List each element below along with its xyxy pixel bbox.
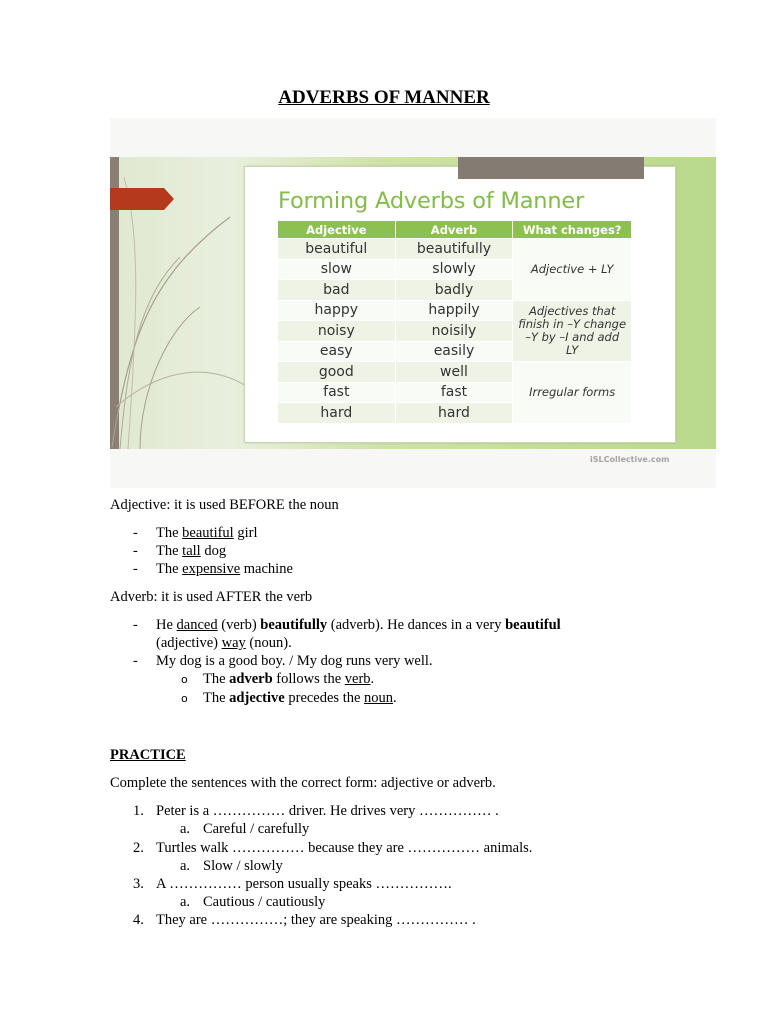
option-letter: a. — [180, 858, 191, 874]
list-item: The tall dog — [156, 543, 227, 559]
list-item: My dog is a good boy. / My dog runs very well. — [156, 653, 433, 669]
adjective-cell: beautiful — [278, 239, 396, 260]
circle-bullet-icon: o — [181, 673, 188, 686]
practice-heading: PRACTICE — [110, 747, 186, 763]
adjective-cell: bad — [278, 280, 396, 301]
list-item-continued: (adjective) way (noun). — [156, 635, 292, 651]
exercise-sentence: Turtles walk …………… because they are …………… animals. — [156, 840, 533, 856]
adjective-cell: noisy — [278, 321, 396, 342]
adverbs-slide-image — [110, 118, 716, 488]
adjective-cell: easy — [278, 341, 396, 362]
adjective-cell: good — [278, 362, 396, 383]
practice-instruction: Complete the sentences with the correct form: adjective or adverb. — [110, 775, 496, 791]
adjective-heading: Adjective: it is used BEFORE the noun — [110, 497, 339, 513]
exercise-sentence: Peter is a …………… driver. He drives very …………… . — [156, 803, 499, 819]
table-row — [278, 239, 632, 260]
list-item: He danced (verb) beautifully (adverb). He dances in a very beautiful — [156, 617, 561, 633]
table-row — [278, 362, 632, 383]
exercise-number: 3. — [133, 876, 144, 892]
adverb-cell: happily — [395, 300, 513, 321]
list-item: The expensive machine — [156, 561, 293, 577]
list-item: The beautiful girl — [156, 525, 258, 541]
table-header-what-changes: What changes? — [513, 221, 632, 239]
rule-cell: Adjectives that finish in –Y change –Y by –I and add LY — [513, 300, 632, 362]
adverb-heading: Adverb: it is used AFTER the verb — [110, 589, 313, 605]
adjective-cell: hard — [278, 403, 396, 424]
option-letter: a. — [180, 894, 191, 910]
option-letter: a. — [180, 821, 191, 837]
adjective-cell: slow — [278, 259, 396, 280]
rule-cell: Adjective + LY — [513, 239, 632, 301]
watermark: iSLCollective.com — [590, 455, 670, 464]
exercise-options: Slow / slowly — [203, 858, 283, 874]
rule-cell: Irregular forms — [513, 362, 632, 424]
slide-top-bar — [458, 157, 644, 179]
adverb-cell: slowly — [395, 259, 513, 280]
adjective-cell: fast — [278, 382, 396, 403]
adverb-table — [277, 220, 632, 424]
exercise-number: 2. — [133, 840, 144, 856]
adverb-cell: badly — [395, 280, 513, 301]
adverb-cell: beautifully — [395, 239, 513, 260]
adverb-cell: fast — [395, 382, 513, 403]
exercise-options: Cautious / cautiously — [203, 894, 326, 910]
sub-list-item: The adverb follows the verb. — [203, 671, 375, 687]
page-title: ADVERBS OF MANNER — [278, 87, 490, 108]
table-header-adjective: Adjective — [278, 221, 396, 239]
adverb-cell: well — [395, 362, 513, 383]
exercise-sentence: They are ……………; they are speaking …………… . — [156, 912, 476, 928]
exercise-number: 1. — [133, 803, 144, 819]
table-row — [278, 300, 632, 321]
adverb-cell: easily — [395, 341, 513, 362]
circle-bullet-icon: o — [181, 692, 188, 705]
slide-heading: Forming Adverbs of Manner — [278, 188, 585, 214]
exercise-number: 4. — [133, 912, 144, 928]
adverb-cell: hard — [395, 403, 513, 424]
adjective-cell: happy — [278, 300, 396, 321]
exercise-options: Careful / carefully — [203, 821, 310, 837]
sub-list-item: The adjective precedes the noun. — [203, 690, 397, 706]
table-header-adverb: Adverb — [395, 221, 513, 239]
red-arrow-icon — [110, 188, 174, 210]
adverb-cell: noisily — [395, 321, 513, 342]
exercise-sentence: A …………… person usually speaks ……………. — [156, 876, 452, 892]
